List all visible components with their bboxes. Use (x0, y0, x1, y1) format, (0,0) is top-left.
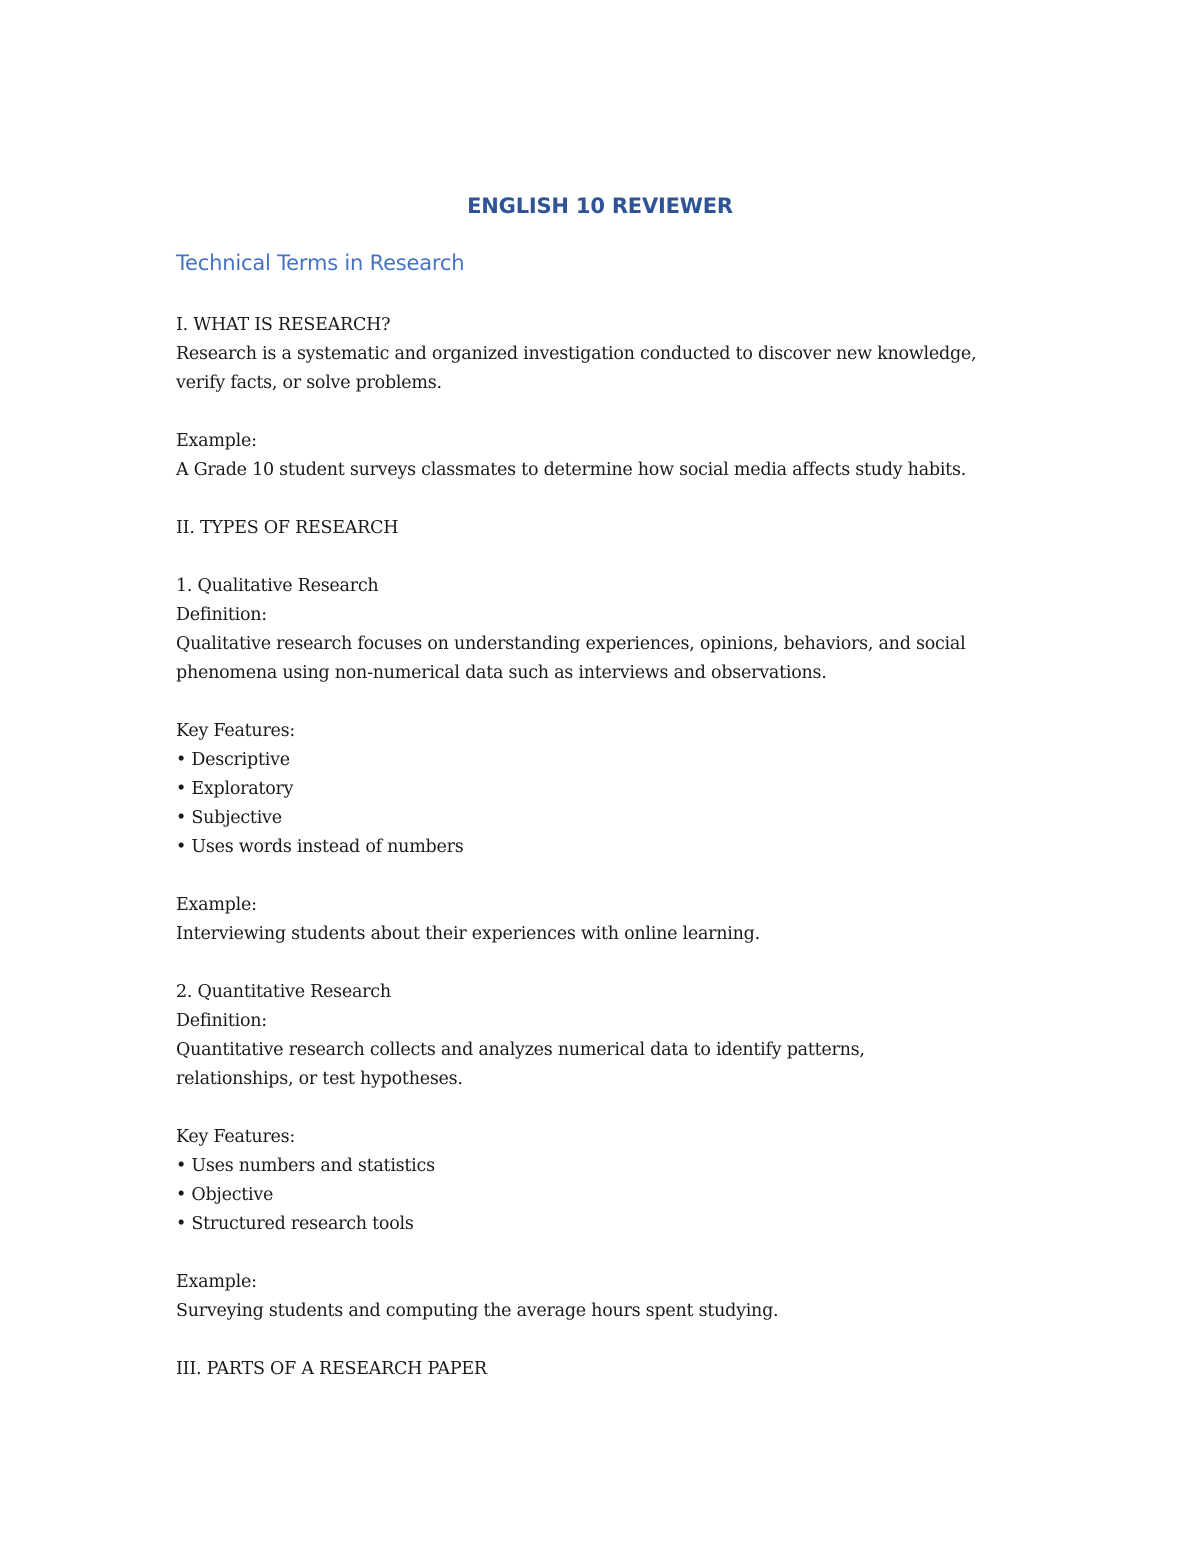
feature-list-item: • Structured research tools (176, 1214, 414, 1234)
blank-line (176, 949, 1036, 978)
blank-line (176, 862, 1036, 891)
feature-list-item: • Uses numbers and statistics (176, 1156, 435, 1176)
quantitative-definition-line-1: Quantitative research collects and analyzes numerical data to identify patterns, (176, 1040, 865, 1060)
blank-line (176, 485, 1036, 514)
key-features-label: Key Features: (176, 721, 296, 741)
document-body (176, 311, 1036, 1384)
example-label: Example: (176, 1272, 257, 1292)
feature-list-item: • Subjective (176, 808, 282, 828)
research-definition-line-1: Research is a systematic and organized investigation conducted to discover new knowledge, (176, 344, 977, 364)
example-text: Surveying students and computing the average hours spent studying. (176, 1301, 779, 1321)
example-label: Example: (176, 431, 257, 451)
example-label: Example: (176, 895, 257, 915)
quantitative-definition-line-2: relationships, or test hypotheses. (176, 1069, 463, 1089)
blank-line (176, 1094, 1036, 1123)
feature-list-item: • Descriptive (176, 750, 290, 770)
section-heading-types-of-research: II. TYPES OF RESEARCH (176, 518, 399, 538)
blank-line (176, 543, 1036, 572)
blank-line (176, 1326, 1036, 1355)
quantitative-heading: 2. Quantitative Research (176, 982, 391, 1002)
qualitative-definition-line-1: Qualitative research focuses on understanding experiences, opinions, behaviors, and social (176, 634, 966, 654)
key-features-label: Key Features: (176, 1127, 296, 1147)
blank-line (176, 688, 1036, 717)
document-subtitle: Technical Terms in Research (176, 251, 465, 275)
definition-label: Definition: (176, 605, 267, 625)
feature-list-item: • Exploratory (176, 779, 294, 799)
document-title: ENGLISH 10 REVIEWER (467, 194, 733, 218)
feature-list-item: • Uses words instead of numbers (176, 837, 464, 857)
research-definition-line-2: verify facts, or solve problems. (176, 373, 442, 393)
section-heading-parts-of-research-paper: III. PARTS OF A RESEARCH PAPER (176, 1359, 487, 1379)
definition-label: Definition: (176, 1011, 267, 1031)
example-text: Interviewing students about their experiences with online learning. (176, 924, 760, 944)
qualitative-heading: 1. Qualitative Research (176, 576, 379, 596)
feature-list-item: • Objective (176, 1185, 274, 1205)
example-text: A Grade 10 student surveys classmates to determine how social media affects study habits. (176, 460, 966, 480)
blank-line (176, 1239, 1036, 1268)
section-heading-what-is-research: I. WHAT IS RESEARCH? (176, 315, 391, 335)
blank-line (176, 398, 1036, 427)
qualitative-definition-line-2: phenomena using non-numerical data such as interviews and observations. (176, 663, 827, 683)
